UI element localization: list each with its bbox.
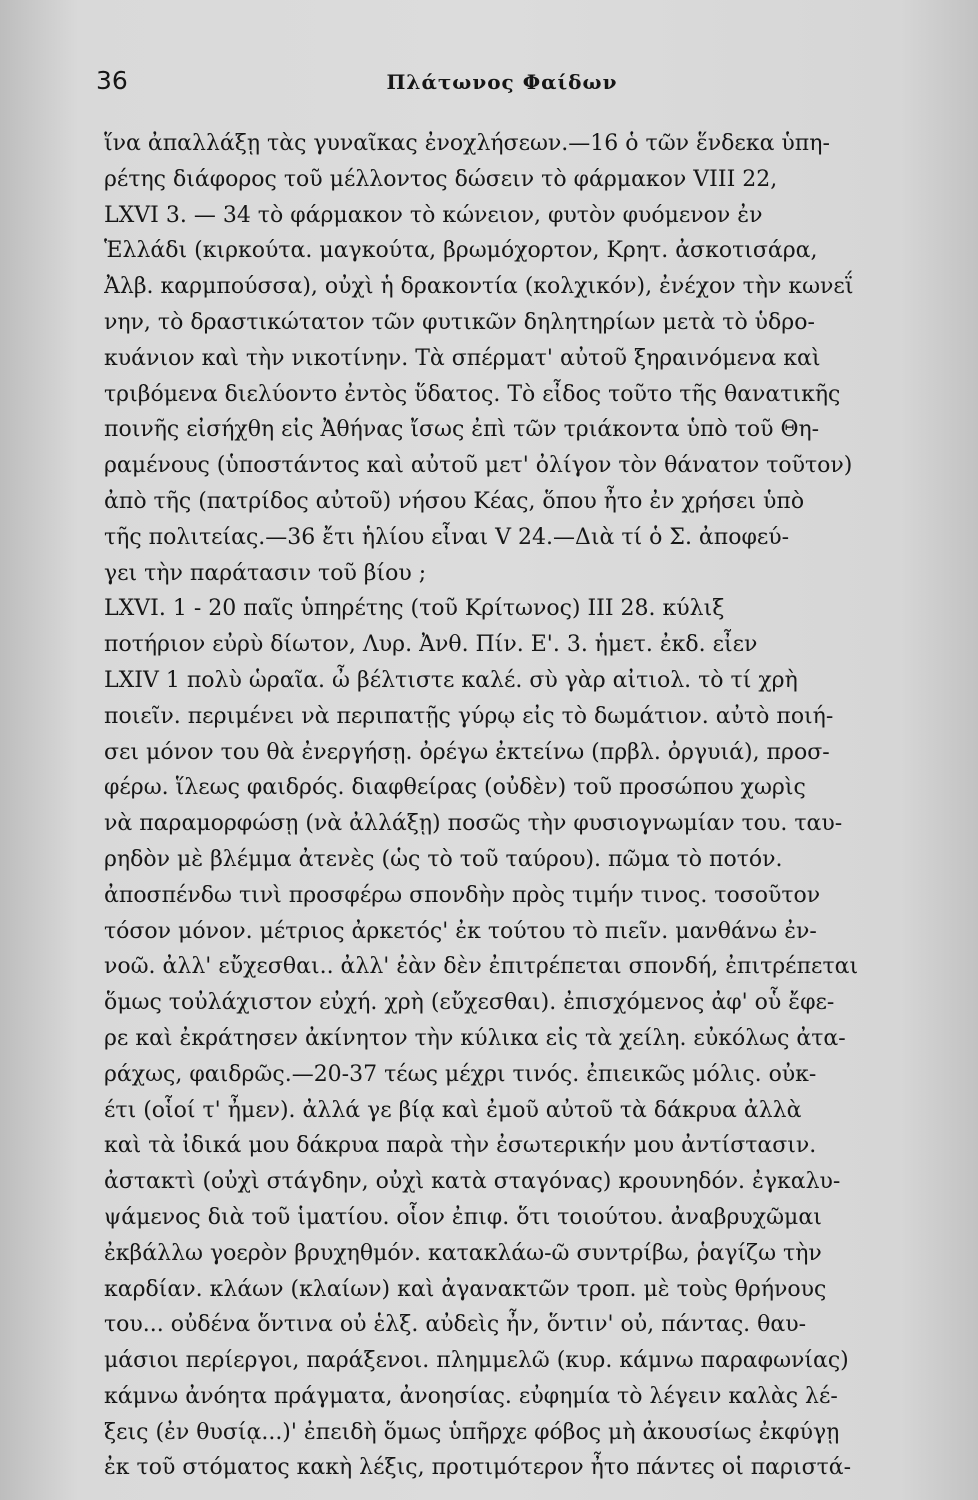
text-line: ρε καὶ ἐκράτησεν ἀκίνητον τὴν κύλικα εἰς τὰ χείλη. εὐκόλως ἀτα-: [104, 1025, 846, 1051]
text-line: μάσιοι περίεργοι, παράξενοι. πλημμελῶ (κυρ. κάμνω παραφωνίας): [104, 1348, 849, 1374]
text-line: LXVI. 1 - 20 παῖς ὑπηρέτης (τοῦ Κρίτωνος) III 28. κύλιξ: [104, 596, 725, 622]
text-line: καὶ τὰ ἰδικά μου δάκρυα παρὰ τὴν ἐσωτερικήν μου ἀντίστασιν.: [104, 1133, 817, 1159]
text-line: γει τὴν παράτασιν τοῦ βίου ;: [104, 560, 427, 586]
text-line: νοῶ. ἀλλ' εὔχεσθαι.. ἀλλ' ἐὰν δὲν ἐπιτρέπεται σπονδή, ἐπιτρέπεται: [104, 954, 859, 980]
text-line: ἀπὸ τῆς (πατρίδος αὐτοῦ) νήσου Κέας, ὅπου ἦτο ἐν χρήσει ὑπὸ: [104, 488, 805, 514]
text-line: LXVI 3. — 34 τὸ φάρμακον τὸ κώνειον, φυτὸν φυόμενον ἐν: [104, 202, 763, 228]
text-line: καρδίαν. κλάων (κλαίων) καὶ ἀγανακτῶν τροπ. μὲ τοὺς θρήνους: [104, 1276, 827, 1302]
page-header: [96, 66, 908, 106]
text-line: ἐκβάλλω γοερὸν βρυχηθμόν. κατακλάω-ῶ συντρίβω, ῥαγίζω τὴν: [104, 1240, 822, 1266]
text-line: σει μόνον του θὰ ἐνεργήσῃ. ὀρέγω ἐκτείνω (πρβλ. ὀργυιά), προσ-: [104, 739, 830, 765]
text-line: ρηδὸν μὲ βλέμμα ἀτενὲς (ὡς τὸ τοῦ ταύρου). πῶμα τὸ ποτόν.: [104, 846, 783, 872]
text-line: ποτήριον εὐρὺ δίωτον, Λυρ. Ἀνθ. Πίν. Ε'. 3. ἡμετ. ἐκδ. εἶεν: [104, 632, 758, 658]
text-line: ἀστακτὶ (οὐχὶ στάγδην, οὐχὶ κατὰ σταγόνας) κρουνηδόν. ἐγκαλυ-: [104, 1169, 841, 1195]
text-line: τόσον μόνον. μέτριος ἀρκετός' ἐκ τούτου τὸ πιεῖν. μανθάνω ἐν-: [104, 918, 817, 944]
text-line: κάμνω ἀνόητα πράγματα, ἀνοησίας. εὐφημία τὸ λέγειν καλὰς λέ-: [104, 1383, 838, 1409]
text-line: νην, τὸ δραστικώτατον τῶν φυτικῶν δηλητηρίων μετὰ τὸ ὑδρο-: [104, 309, 815, 335]
text-line: Ἑλλάδι (κιρκούτα. μαγκούτα, βρωμόχορτον, Κρητ. ἀσκοτισάρα,: [104, 238, 818, 264]
text-line: ποινῆς εἰσήχθη εἰς Ἀθήνας ἴσως ἐπὶ τῶν τριάκοντα ὑπὸ τοῦ Θη-: [104, 417, 820, 443]
text-line: ψάμενος διὰ τοῦ ἱματίου. οἷον ἐπιφ. ὅτι τοιούτου. ἀναβρυχῶμαι: [104, 1204, 822, 1230]
text-line: ρέτης διάφορος τοῦ μέλλοντος δώσειν τὸ φάρμακον VIII 22,: [104, 166, 778, 192]
text-line: LXIV 1 πολὺ ὡραῖα. ὦ βέλτιστε καλέ. σὺ γὰρ αἰτιολ. τὸ τί χρὴ: [104, 667, 798, 693]
text-line: ὅμως τοὐλάχιστον εὐχή. χρὴ (εὔχεσθαι). ἐπισχόμενος ἀφ' οὗ ἔφε-: [104, 990, 835, 1016]
text-line: τῆς πολιτείας.—36 ἔτι ἡλίου εἶναι V 24.—Διὰ τί ὁ Σ. ἀποφεύ-: [104, 524, 790, 550]
text-line: νὰ παραμορφώσῃ (νὰ ἀλλάξῃ) ποσῶς τὴν φυσιογνωμίαν του. ταυ-: [104, 811, 843, 837]
text-line: του... οὐδένα ὅντινα οὐ ἑλξ. αὐδεὶς ἦν, ὅντιν' οὐ, πάντας. θαυ-: [104, 1312, 807, 1338]
running-title: Πλάτωνος Φαίδων: [386, 70, 618, 94]
commentary-text: [104, 126, 904, 1486]
text-line: φέρω. ἵλεως φαιδρός. διαφθείρας (οὐδὲν) τοῦ προσώπου χωρὶς: [104, 775, 806, 801]
text-line: ἀποσπένδω τινὶ προσφέρω σπονδὴν πρὸς τιμήν τινος. τοσοῦτον: [104, 882, 821, 908]
text-line: ἵνα ἀπαλλάξῃ τὰς γυναῖκας ἐνοχλήσεων.—16 ὁ τῶν ἕνδεκα ὑπη-: [104, 131, 830, 156]
text-line: τριβόμενα διελύοντο ἐντὸς ὕδατος. Τὸ εἶδος τοῦτο τῆς θανατικῆς: [104, 381, 841, 407]
text-line: ἐκ τοῦ στόματος κακὴ λέξις, προτιμότερον ἦτο πάντες οἱ παριστά-: [104, 1455, 852, 1481]
text-line: ξεις (ἐν θυσίᾳ...)' ἐπειδὴ ὅμως ὑπῆρχε φόβος μὴ ἀκουσίως ἐκφύγῃ: [104, 1419, 840, 1445]
page-number: 36: [96, 66, 128, 95]
text-line: ραμένους (ὑποστάντος καὶ αὐτοῦ μετ' ὀλίγον τὸν θάνατον τοῦτον): [104, 453, 853, 479]
text-line: κυάνιον καὶ τὴν νικοτίνην. Τὰ σπέρματ' αὐτοῦ ξηραινόμενα καὶ: [104, 345, 821, 371]
text-line: Ἀλβ. καρμπούσσα), οὐχὶ ἡ δρακοντία (κολχικόν), ἐνέχον τὴν κωνεΐ: [104, 274, 854, 300]
text-line: ποιεῖν. περιμένει νὰ περιπατῇς γύρῳ εἰς τὸ δωμάτιον. αὐτὸ ποιή-: [104, 703, 834, 729]
text-line: ράχως, φαιδρῶς.—20-37 τέως μέχρι τινός. ἐπιεικῶς μόλις. οὐκ-: [104, 1061, 817, 1087]
text-line: έτι (οἷοί τ' ἦμεν). ἀλλά γε βίᾳ καὶ ἐμοῦ αὐτοῦ τὰ δάκρυα ἀλλὰ: [104, 1097, 802, 1123]
